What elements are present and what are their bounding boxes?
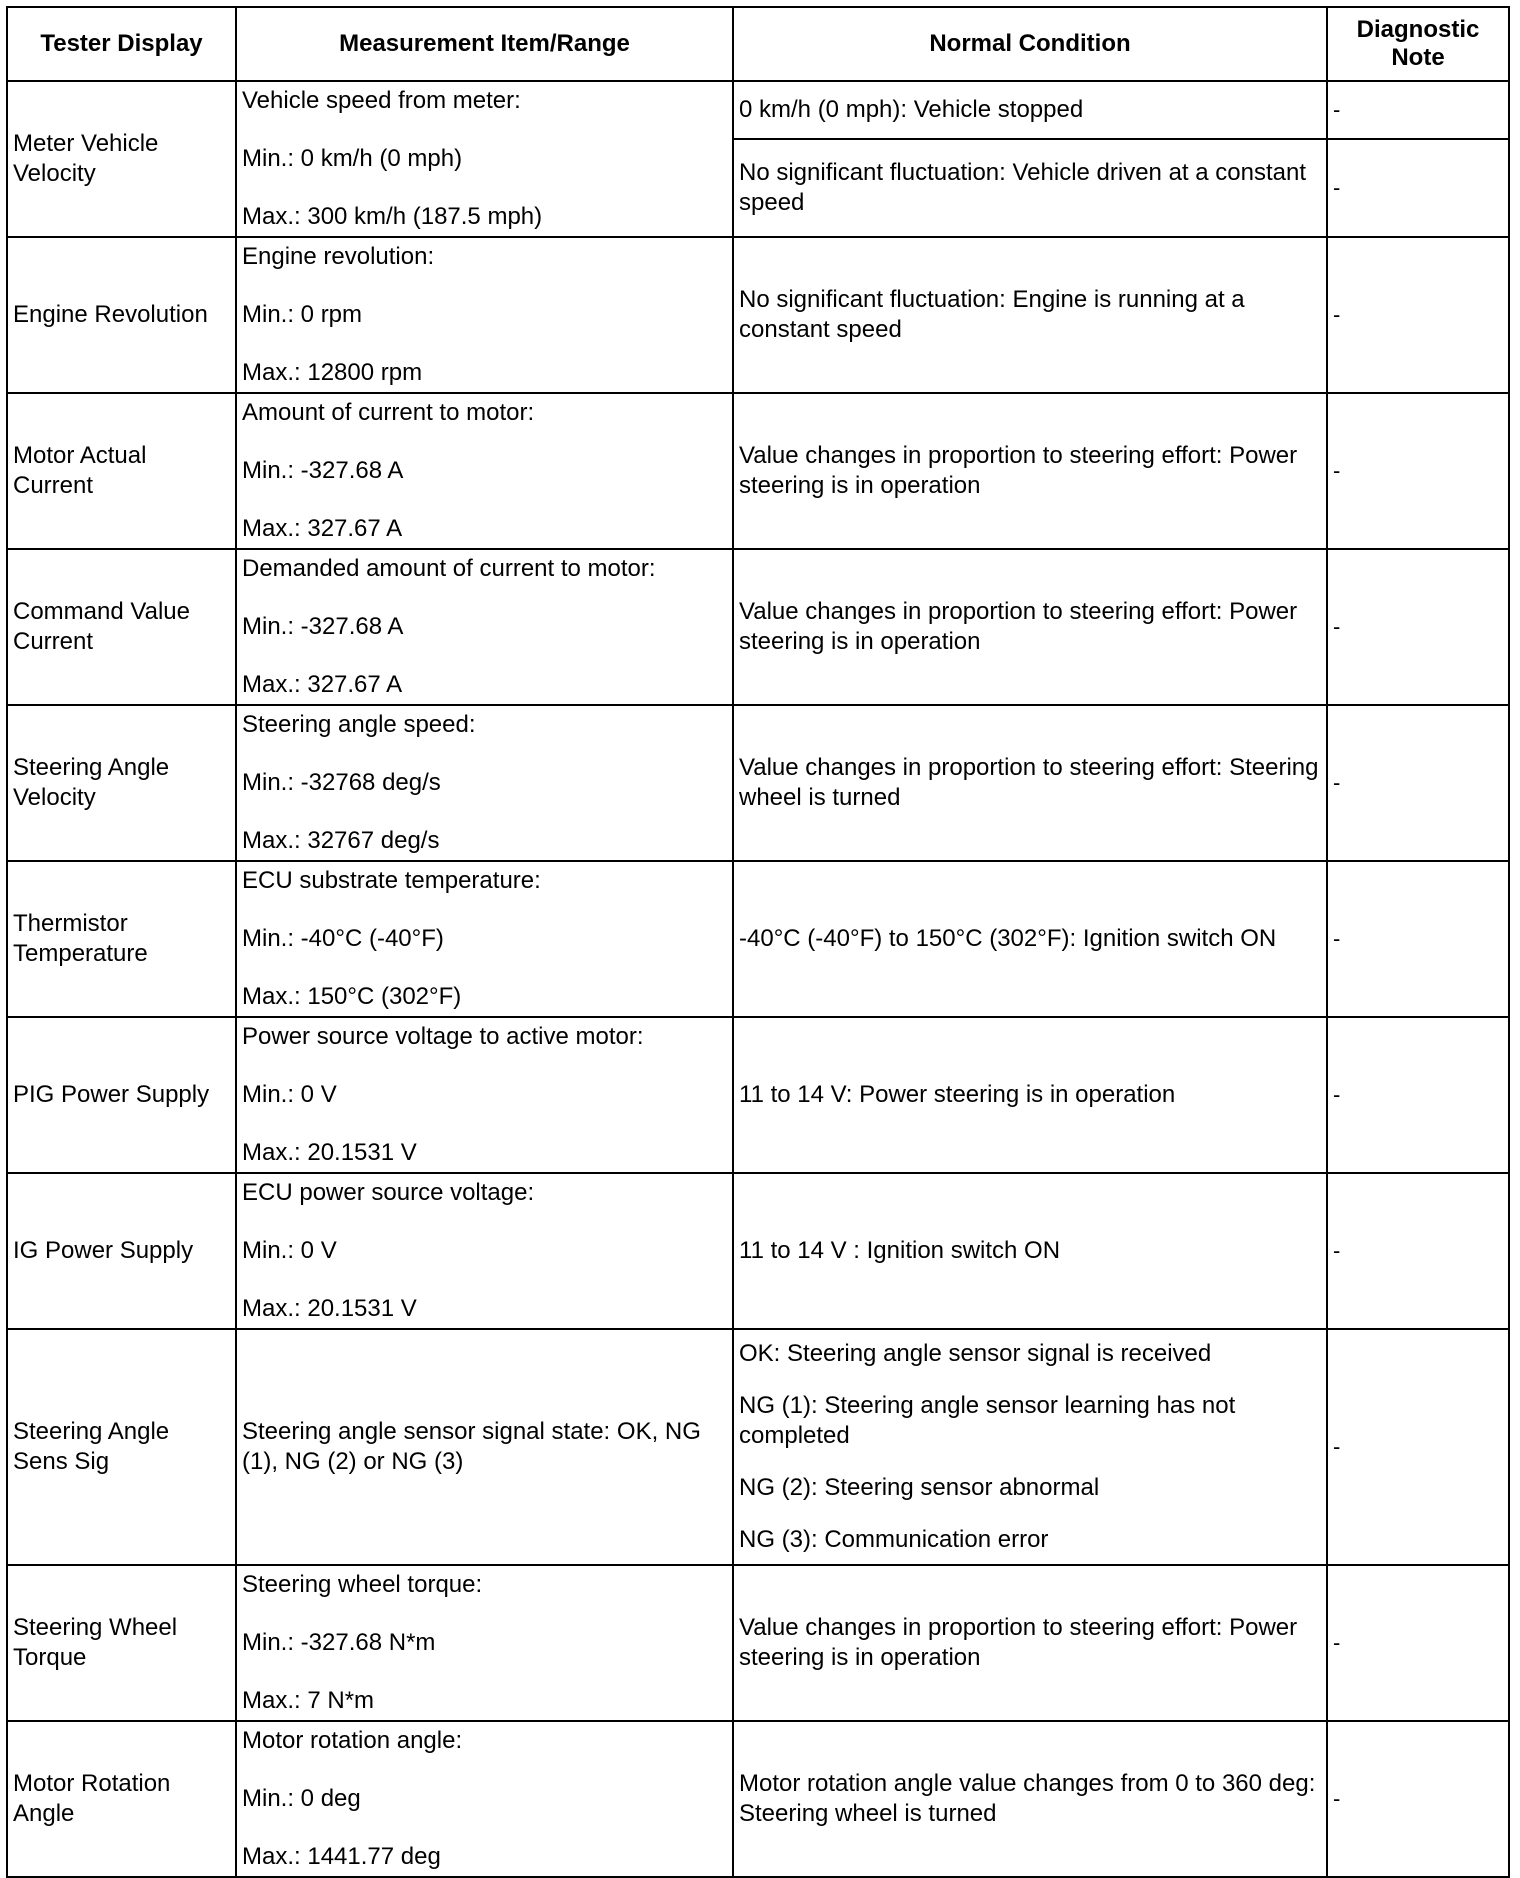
condition-line: NG (2): Steering sensor abnormal: [739, 1474, 1100, 1501]
diagnostic-note-cell: -: [1327, 1017, 1509, 1173]
normal-condition-cell: 11 to 14 V : Ignition switch ON: [733, 1173, 1327, 1329]
tester-display-cell: PIG Power Supply: [7, 1017, 236, 1173]
table-row: [7, 705, 1509, 861]
tester-display-cell: Steering Angle Sens Sig: [7, 1329, 236, 1565]
normal-condition-cell: Value changes in proportion to steering effort: Power steering is in operation: [733, 1565, 1327, 1721]
table-row: [7, 237, 1509, 393]
diagnostic-note-cell: -: [1327, 1173, 1509, 1329]
measurement-line: Min.: -40°C (-40°F): [242, 925, 444, 952]
measurement-line: Min.: -327.68 N*m: [242, 1629, 436, 1656]
measurement-line: Motor rotation angle:: [242, 1727, 463, 1754]
measurement-line: Min.: 0 deg: [242, 1785, 361, 1812]
measurement-line: Vehicle speed from meter:: [242, 87, 521, 114]
tester-display-cell: Steering Angle Velocity: [7, 705, 236, 861]
table-row: [7, 1721, 1509, 1877]
condition-line: OK: Steering angle sensor signal is received: [739, 1340, 1212, 1367]
normal-condition-cell: Motor rotation angle value changes from 0 to 360 deg: Steering wheel is turned: [733, 1721, 1327, 1877]
measurement-line: Steering wheel torque:: [242, 1571, 483, 1598]
diagnostic-note-cell: -: [1327, 861, 1509, 1017]
diagnostic-note-cell: -: [1327, 237, 1509, 393]
measurement-line: Max.: 7 N*m: [242, 1687, 375, 1714]
measurement-cell: [236, 549, 733, 705]
tester-display-cell: Thermistor Temperature: [7, 861, 236, 1017]
normal-condition-cell: Value changes in proportion to steering effort: Power steering is in operation: [733, 393, 1327, 549]
measurement-line: Min.: 0 km/h (0 mph): [242, 145, 463, 172]
condition-line: NG (3): Communication error: [739, 1526, 1049, 1553]
tester-display-cell: Steering Wheel Torque: [7, 1565, 236, 1721]
measurement-cell: [236, 705, 733, 861]
condition-line: NG (1): Steering angle sensor learning has not completed: [739, 1392, 1236, 1449]
normal-condition-cell: Value changes in proportion to steering effort: Steering wheel is turned: [733, 705, 1327, 861]
measurement-cell: [236, 393, 733, 549]
table-row: [7, 1173, 1509, 1329]
measurement-line: Min.: -327.68 A: [242, 613, 404, 640]
measurement-cell: Steering angle sensor signal state: OK, NG (1), NG (2) or NG (3): [236, 1329, 733, 1565]
measurement-line: Max.: 327.67 A: [242, 671, 403, 698]
measurement-cell: [236, 1721, 733, 1877]
diagnostic-note-cell: -: [1327, 1329, 1509, 1565]
diagnostic-note-cell: -: [1327, 393, 1509, 549]
table-row: [7, 393, 1509, 549]
measurement-line: Max.: 1441.77 deg: [242, 1843, 441, 1870]
data-list-table: [6, 6, 1510, 1878]
measurement-line: Max.: 12800 rpm: [242, 359, 423, 386]
normal-condition-cell: Value changes in proportion to steering effort: Power steering is in operation: [733, 549, 1327, 705]
tester-display-cell: Command Value Current: [7, 549, 236, 705]
table-row: [7, 861, 1509, 1017]
header-measurement-item: Measurement Item/Range: [236, 7, 733, 81]
measurement-line: Max.: 32767 deg/s: [242, 827, 440, 854]
measurement-line: Amount of current to motor:: [242, 399, 535, 426]
diagnostic-note-cell: -: [1327, 705, 1509, 861]
measurement-line: Max.: 150°C (302°F): [242, 983, 462, 1010]
normal-condition-cell: 0 km/h (0 mph): Vehicle stopped: [733, 81, 1327, 139]
tester-display-cell: Engine Revolution: [7, 237, 236, 393]
measurement-line: ECU power source voltage:: [242, 1179, 535, 1206]
normal-condition-cell: 11 to 14 V: Power steering is in operation: [733, 1017, 1327, 1173]
diagnostic-note-cell: -: [1327, 549, 1509, 705]
measurement-cell: [236, 81, 733, 237]
measurement-line: Min.: 0 V: [242, 1081, 337, 1108]
measurement-cell: [236, 237, 733, 393]
header-normal-condition: Normal Condition: [733, 7, 1327, 81]
measurement-line: Power source voltage to active motor:: [242, 1023, 644, 1050]
measurement-line: Min.: -327.68 A: [242, 457, 404, 484]
normal-condition-cell: [733, 1329, 1327, 1565]
measurement-line: Steering angle speed:: [242, 711, 476, 738]
table-row: [7, 1329, 1509, 1565]
measurement-line: Max.: 300 km/h (187.5 mph): [242, 203, 543, 230]
measurement-cell: [236, 1173, 733, 1329]
table-row: [7, 81, 1509, 139]
header-diagnostic-note: Diagnostic Note: [1327, 7, 1509, 81]
measurement-line: Max.: 327.67 A: [242, 515, 403, 542]
measurement-cell: [236, 861, 733, 1017]
measurement-line: Min.: 0 rpm: [242, 301, 363, 328]
diagnostic-note-cell: -: [1327, 81, 1509, 139]
table-row: [7, 1017, 1509, 1173]
tester-display-cell: Motor Rotation Angle: [7, 1721, 236, 1877]
normal-condition-cell: -40°C (-40°F) to 150°C (302°F): Ignition switch ON: [733, 861, 1327, 1017]
measurement-line: Engine revolution:: [242, 243, 435, 270]
table-header-row: [7, 7, 1509, 81]
measurement-line: Demanded amount of current to motor:: [242, 555, 656, 582]
measurement-cell: [236, 1565, 733, 1721]
measurement-line: Min.: 0 V: [242, 1237, 337, 1264]
measurement-line: ECU substrate temperature:: [242, 867, 541, 894]
measurement-cell: [236, 1017, 733, 1173]
measurement-line: Max.: 20.1531 V: [242, 1139, 417, 1166]
measurement-line: Min.: -32768 deg/s: [242, 769, 441, 796]
diagnostic-note-cell: -: [1327, 139, 1509, 237]
diagnostic-note-cell: -: [1327, 1565, 1509, 1721]
normal-condition-cell: No significant fluctuation: Engine is running at a constant speed: [733, 237, 1327, 393]
tester-display-cell: Meter Vehicle Velocity: [7, 81, 236, 237]
diagnostic-note-cell: -: [1327, 1721, 1509, 1877]
normal-condition-cell: No significant fluctuation: Vehicle driven at a constant speed: [733, 139, 1327, 237]
table-row: [7, 549, 1509, 705]
measurement-line: Max.: 20.1531 V: [242, 1295, 417, 1322]
header-tester-display: Tester Display: [7, 7, 236, 81]
table-row: [7, 1565, 1509, 1721]
tester-display-cell: IG Power Supply: [7, 1173, 236, 1329]
tester-display-cell: Motor Actual Current: [7, 393, 236, 549]
